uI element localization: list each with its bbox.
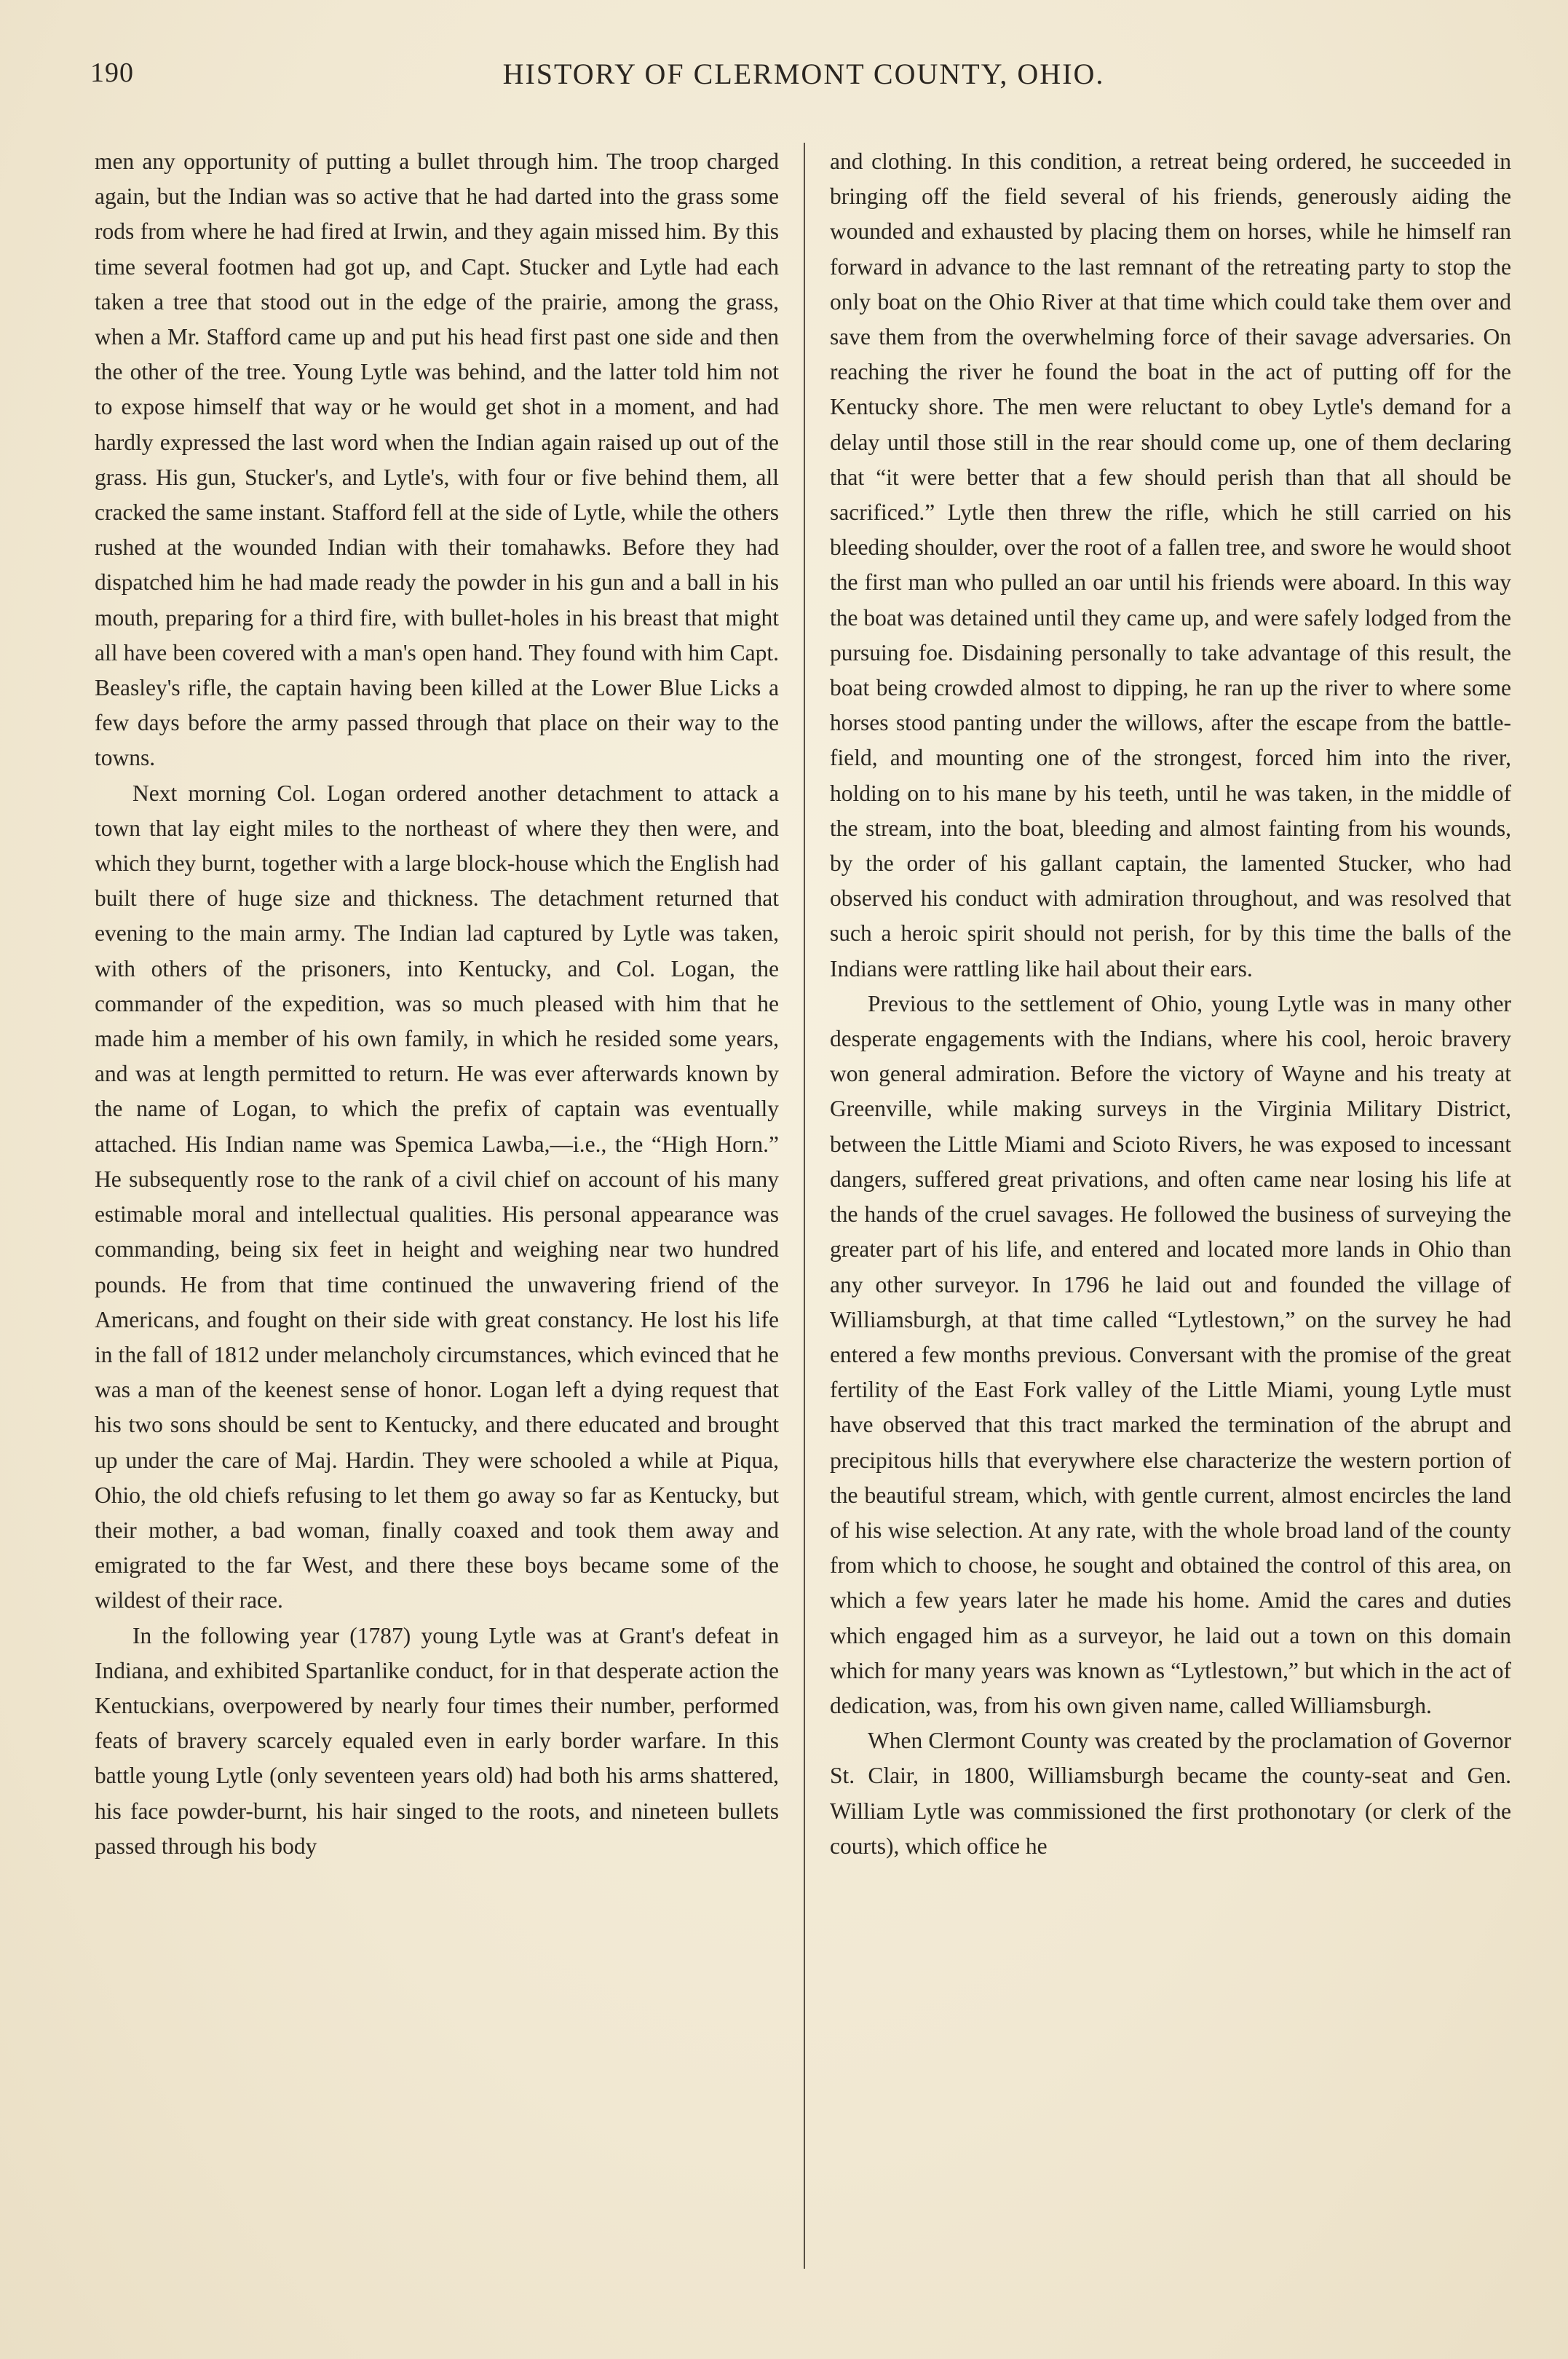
paragraph: Previous to the settlement of Ohio, young Lytle was in many other desperate engagements with the Indians, where his cool, heroic bravery won general admiration. Before the victory of Wayne and his treaty at Greenville, while making surveys in the Virginia Military District, between the Little Miami and Scioto Rivers, he was exposed to incessant dangers, suffered great privations, and often came near losing his life at the hands of the cruel savages. He followed the business of surveying the greater part of his life, and entered and located more lands in Ohio than any other surveyor. In 1796 he laid out and founded the village of Williamsburgh, at that time called “Lytlestown,” on the survey he had entered a few months previous. Conversant with the promise of the great fertility of the East Fork valley of the Little Miami, young Lytle must have observed that this tract marked the termination of the abrupt and precipitous hills that everywhere else characterize the western portion of the beautiful stream, which, with gentle current, almost encircles the land of his wise selection. At any rate, with the whole broad land of the county from which to choose, he sought and obtained the control of this area, on which a few years later he made his home. Amid the cares and duties which engaged him as a surveyor, he laid out a town on this domain which for many years was known as “Lytlestown,” but which in the act of dedication, was, from his own given name, called Williamsburgh. [830,990,1511,1718]
paragraph: men any opportunity of putting a bullet through him. The troop charged again, but the Indian was so active that he had darted into the grass some rods from where he had fired at Irwin, and they again missed him. By this time several footmen had got up, and Capt. Stucker and Lytle had each taken a tree that stood out in the edge of the prairie, among the grass, when a Mr. Stafford came up and put his head first past one side and then the other of the tree. Young Lytle was behind, and the latter told him not to expose himself that way or he would get shot in a moment, and had hardly expressed the last word when the Indian again raised up out of the grass. His gun, Stucker's, and Lytle's, with four or five behind them, all cracked the same instant. Stafford fell at the side of Lytle, while the others rushed at the wounded Indian with their tomahawks. Before they had dispatched him he had made ready the powder in his gun and a ball in his mouth, preparing for a third fire, with bullet-holes in his breast that might all have been covered with a man's open hand. They found with him Capt. Beasley's rifle, the captain having been killed at the Lower Blue Licks a few days before the army passed through that place on their way to the towns. [95,149,779,771]
paragraph: and clothing. In this condition, a retreat being ordered, he succeeded in bringing off the field several of his friends, generously aiding the wounded and exhausted by placing them on horses, while he himself ran forward in advance to the last remnant of the retreating party to stop the only boat on the Ohio River at that time which could take them over and save them from the overwhelming force of their savage adversaries. On reaching the river he found the boat in the act of putting off for the Kentucky shore. The men were reluctant to obey Lytle's demand for a delay until those still in the rear should come up, one of them declaring that “it were better that a few should perish than that all should be sacrificed.” Lytle then threw the rifle, which he still carried on his bleeding shoulder, over the root of a fallen tree, and swore he would shoot the first man who pulled an oar until his friends were aboard. In this way the boat was detained until they came up, and were safely lodged from the pursuing foe. Disdaining personally to take advantage of this result, the boat being crowded almost to dipping, he ran up the river to where some horses stood panting under the willows, after the escape from the battle-field, and mounting one of the strongest, forced him into the river, holding on to his mane by his teeth, until he was taken, in the middle of the stream, into the boat, bleeding and almost fainting from his wounds, by the order of his gallant captain, the lamented Stucker, who had observed his conduct with admiration throughout, and was resolved that such a heroic spirit should not perish, for by this time the balls of the Indians were rattling like hail about their ears. [830,149,1511,981]
paragraph: Next morning Col. Logan ordered another detachment to attack a town that lay eight miles to the northeast of where they then were, and which they burnt, together with a large block-house which the English had built there of huge size and thickness. The detachment returned that evening to the main army. The Indian lad captured by Lytle was taken, with others of the prisoners, into Kentucky, and Col. Logan, the commander of the expedition, was so much pleased with him that he made him a member of his own family, in which he resided some years, and was at length permitted to return. He was ever afterwards known by the name of Logan, to which the prefix of captain was eventually attached. His Indian name was Spemica Lawba,—i.e., the “High Horn.” He subsequently rose to the rank of a civil chief on account of his many estimable moral and intellectual qualities. His personal appearance was commanding, being six feet in height and weighing near two hundred pounds. He from that time continued the unwavering friend of the Americans, and fought on their side with great constancy. He lost his life in the fall of 1812 under melancholy circumstances, which evinced that he was a man of the keenest sense of honor. Logan left a dying request that his two sons should be sent to Kentucky, and there educated and brought up under the care of Maj. Hardin. They were schooled a while at Piqua, Ohio, the old chiefs refusing to let them go away so far as Kentucky, but their mother, a bad woman, finally coaxed and took them away and emigrated to the far West, and there these boys became some of the wildest of their race. [95,780,779,1613]
page-number: 190 [90,58,134,88]
page-header [90,57,1517,108]
right-column [830,144,1511,1864]
column-divider [804,143,805,2269]
paragraph: When Clermont County was created by the proclamation of Governor St. Clair, in 1800, Williamsburgh became the county-seat and Gen. William Lytle was commissioned the first prothonotary (or clerk of the courts), which office he [830,1728,1511,1859]
paragraph: In the following year (1787) young Lytle was at Grant's defeat in Indiana, and exhibited Spartanlike conduct, for in that desperate action the Kentuckians, overpowered by nearly four times their number, performed feats of bravery scarcely equaled even in early border warfare. In this battle young Lytle (only seventeen years old) had both his arms shattered, his face powder-burnt, his hair singed to the roots, and nineteen bullets passed through his body [95,1622,779,1859]
left-column [95,144,779,1864]
running-title: HISTORY OF CLERMONT COUNTY, OHIO. [502,58,1105,90]
